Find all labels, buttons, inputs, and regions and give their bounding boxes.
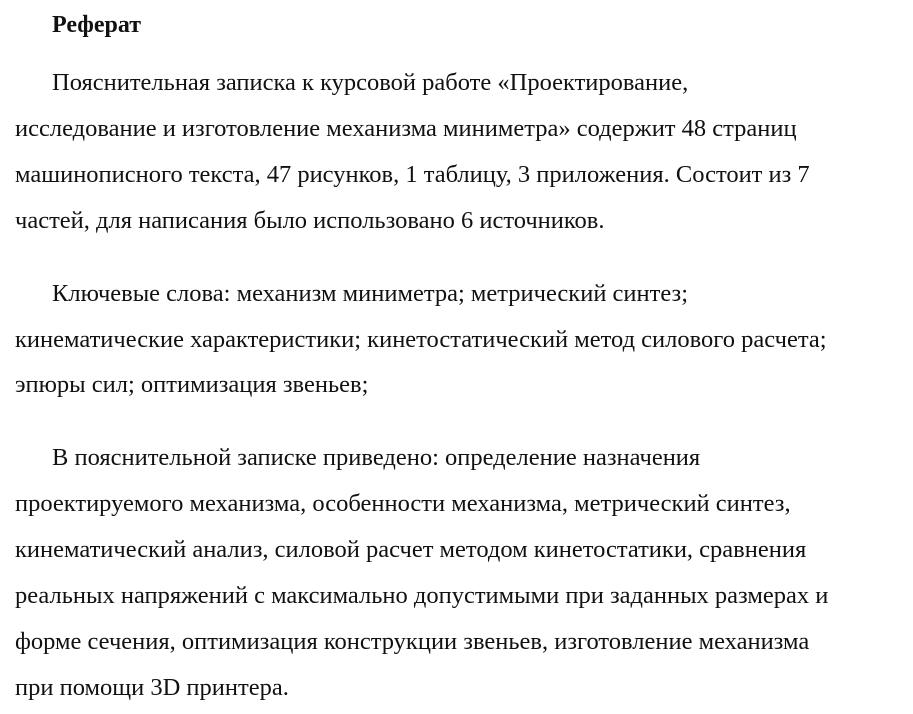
paragraph-3-line-3: кинематический анализ, силовой расчет методом кинетостатики, сравнения	[15, 536, 807, 563]
paragraph-3-line-6: при помощи 3D принтера.	[15, 674, 289, 701]
paragraph-1-line-2: исследование и изготовление механизма миниметра» содержит 48 страниц	[15, 115, 797, 142]
paragraph-3-line-2: проектируемого механизма, особенности механизма, метрический синтез,	[15, 490, 791, 517]
paragraph-2-line-2: кинематические характеристики; кинетостатический метод силового расчета;	[15, 326, 827, 353]
paragraph-3-line-1: В пояснительной записке приведено: определение назначения	[52, 444, 701, 471]
paragraph-1-line-1: Пояснительная записка к курсовой работе «Проектирование,	[52, 69, 689, 96]
paragraph-3-line-4: реальных напряжений с максимально допустимыми при заданных размерах и	[15, 582, 829, 609]
paragraph-1-line-4: частей, для написания было использовано 6 источников.	[15, 207, 605, 234]
paragraph-3-line-5: форме сечения, оптимизация конструкции звеньев, изготовление механизма	[15, 628, 810, 655]
paragraph-2-line-3: эпюры сил; оптимизация звеньев;	[15, 371, 369, 398]
paragraph-1-line-3: машинописного текста, 47 рисунков, 1 таблицу, 3 приложения. Состоит из 7	[15, 161, 810, 188]
document-title: Реферат	[52, 12, 142, 38]
paragraph-2-line-1: Ключевые слова: механизм миниметра; метрический синтез;	[52, 280, 689, 307]
